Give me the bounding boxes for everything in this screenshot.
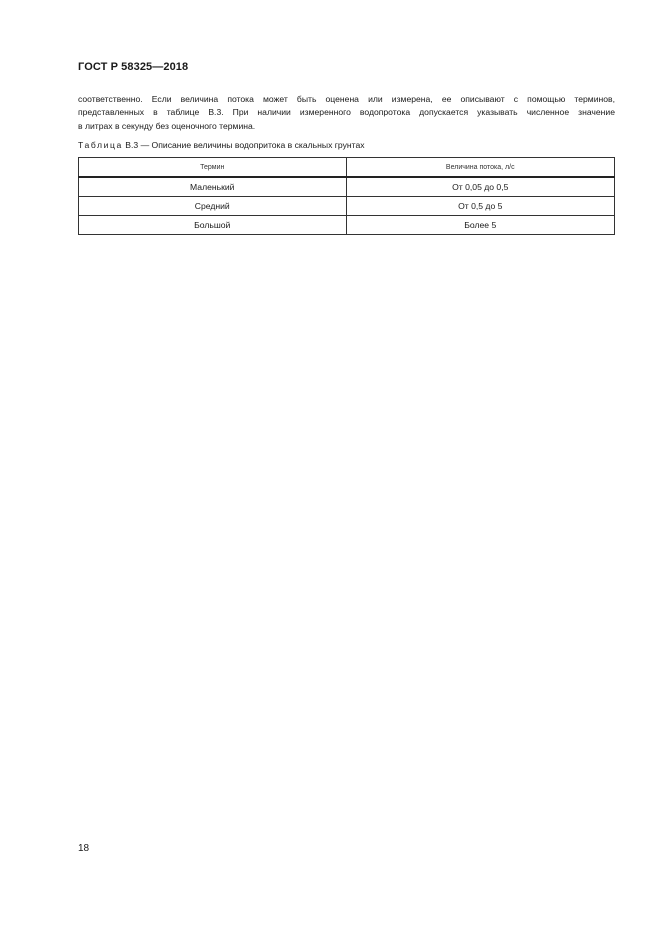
column-header-flow: Величина потока, л/с [346,158,615,178]
table-cell-flow: От 0,05 до 0,5 [346,177,615,197]
column-header-term: Термин [79,158,347,178]
paragraph-line: соответственно. Если величина потока может быть оценена или измерена, ее описывают с помощью терминов, [78,94,615,104]
table-row [79,177,615,197]
table-row [79,197,615,216]
table-cell-term: Большой [79,216,347,235]
body-paragraph [78,93,615,133]
table-cell-flow: Более 5 [346,216,615,235]
table-cell-term: Маленький [79,177,347,197]
table-caption [78,140,365,150]
document-header: ГОСТ Р 58325—2018 [78,61,189,73]
table-caption-text: В.3 — Описание величины водопритока в скальных грунтах [122,140,365,150]
paragraph-line: представленных в таблице В.3. При наличии измеренного водопротока допускается указывать численное значение [78,107,615,118]
table-header-row [79,158,615,178]
table-row [79,216,615,235]
page-number: 18 [78,843,90,854]
table-cell-flow: От 0,5 до 5 [346,197,615,216]
water-inflow-table [78,157,615,235]
table-cell-term: Средний [79,197,347,216]
paragraph-line: в литрах в секунду без оценочного термина. [78,120,256,131]
table-caption-prefix: Таблица [78,140,123,150]
